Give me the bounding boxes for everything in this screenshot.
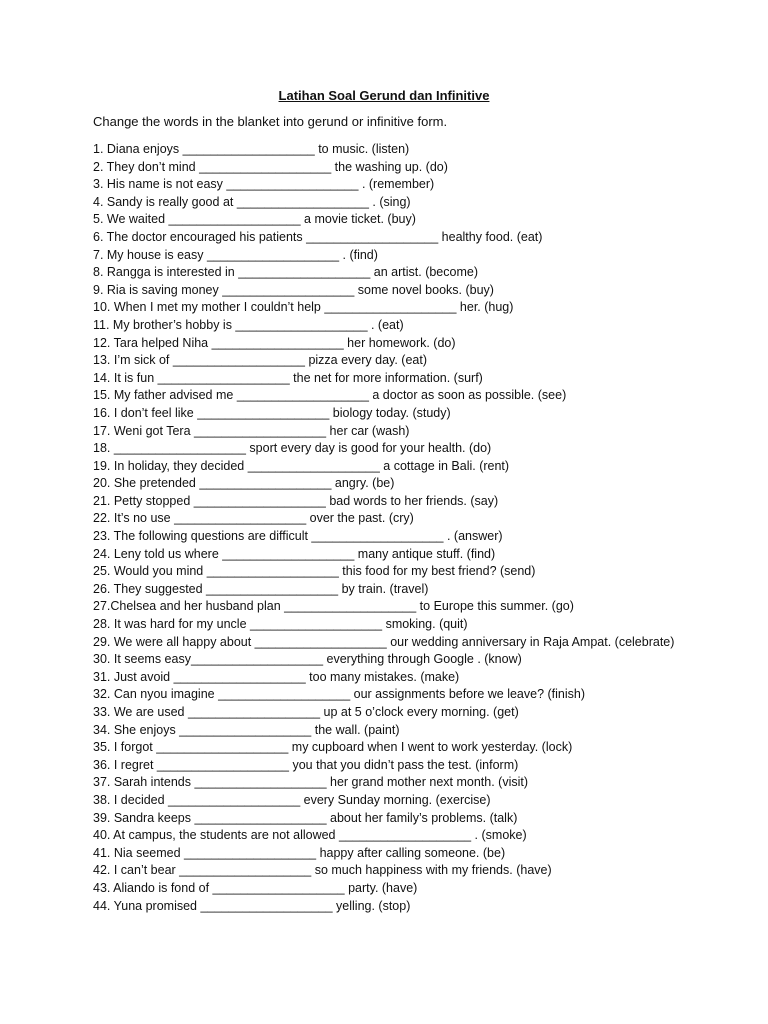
question-item: 24. Leny told us where ___________________ many antique stuff. (find) — [93, 546, 496, 561]
question-item: 44. Yuna promised ___________________ yelling. (stop) — [93, 898, 411, 913]
question-item: 21. Petty stopped ___________________ bad words to her friends. (say) — [93, 493, 499, 508]
question-item: 15. My father advised me ___________________ a doctor as soon as possible. (see) — [93, 388, 567, 403]
question-item: 38. I decided ___________________ every Sunday morning. (exercise) — [93, 792, 491, 807]
question-item: 35. I forgot ___________________ my cupboard when I went to work yesterday. (lock) — [93, 740, 573, 755]
question-item: 31. Just avoid ___________________ too many mistakes. (make) — [93, 669, 460, 684]
question-list — [93, 141, 713, 915]
question-item: 27.Chelsea and her husband plan ___________________ to Europe this summer. (go) — [93, 599, 574, 614]
question-item: 40. At campus, the students are not allowed ___________________ . (smoke) — [93, 828, 527, 843]
question-item: 29. We were all happy about ___________________ our wedding anniversary in Raja Ampat. (celebrate) — [93, 634, 675, 649]
question-item: 34. She enjoys ___________________ the wall. (paint) — [93, 722, 400, 737]
question-item: 36. I regret ___________________ you that you didn’t pass the test. (inform) — [93, 757, 519, 772]
question-item: 4. Sandy is really good at ___________________ . (sing) — [93, 194, 411, 209]
question-item: 6. The doctor encouraged his patients ___________________ healthy food. (eat) — [93, 229, 543, 244]
question-item: 14. It is fun ___________________ the net for more information. (surf) — [93, 370, 483, 385]
question-item: 11. My brother’s hobby is ___________________ . (eat) — [93, 317, 404, 332]
question-item: 9. Ria is saving money ___________________ some novel books. (buy) — [93, 282, 494, 297]
question-item: 20. She pretended ___________________ angry. (be) — [93, 476, 395, 491]
question-item: 16. I don’t feel like ___________________ biology today. (study) — [93, 405, 451, 420]
question-item: 13. I’m sick of ___________________ pizza every day. (eat) — [93, 353, 428, 368]
question-item: 18. ___________________ sport every day is good for your health. (do) — [93, 441, 492, 456]
question-item: 39. Sandra keeps ___________________ about her family’s problems. (talk) — [93, 810, 518, 825]
question-item: 25. Would you mind ___________________ this food for my best friend? (send) — [93, 564, 536, 579]
question-item: 43. Aliando is fond of ___________________ party. (have) — [93, 880, 418, 895]
question-item: 17. Weni got Tera ___________________ her car (wash) — [93, 423, 410, 438]
question-item: 10. When I met my mother I couldn’t help ___________________ her. (hug) — [93, 300, 514, 315]
question-item: 42. I can’t bear ___________________ so much happiness with my friends. (have) — [93, 863, 552, 878]
worksheet-title: Latihan Soal Gerund dan Infinitive — [278, 88, 490, 103]
question-item: 19. In holiday, they decided ___________________ a cottage in Bali. (rent) — [93, 458, 510, 473]
question-item: 28. It was hard for my uncle ___________________ smoking. (quit) — [93, 617, 468, 632]
question-item: 41. Nia seemed ___________________ happy after calling someone. (be) — [93, 845, 506, 860]
question-item: 12. Tara helped Niha ___________________ her homework. (do) — [93, 335, 456, 350]
question-item: 32. Can nyou imagine ___________________ our assignments before we leave? (finish) — [93, 687, 586, 702]
question-item: 7. My house is easy ___________________ . (find) — [93, 247, 378, 262]
worksheet-instruction: Change the words in the blanket into gerund or infinitive form. — [93, 114, 448, 129]
question-item: 1. Diana enjoys ___________________ to music. (listen) — [93, 142, 410, 156]
question-item: 33. We are used ___________________ up at 5 o’clock every morning. (get) — [93, 705, 519, 719]
question-item: 23. The following questions are difficult ___________________ . (answer) — [93, 529, 503, 544]
question-item: 8. Rangga is interested in ___________________ an artist. (become) — [93, 265, 478, 280]
question-item: 30. It seems easy___________________ everything through Google . (know) — [93, 652, 522, 667]
question-item: 3. His name is not easy ___________________ . (remember) — [93, 177, 435, 192]
question-item: 26. They suggested ___________________ by train. (travel) — [93, 581, 429, 596]
question-item: 37. Sarah intends ___________________ her grand mother next month. (visit) — [93, 775, 529, 790]
question-item: 5. We waited ___________________ a movie ticket. (buy) — [93, 212, 416, 227]
question-item: 22. It’s no use ___________________ over the past. (cry) — [93, 511, 414, 526]
question-item: 2. They don’t mind ___________________ the washing up. (do) — [93, 159, 448, 174]
